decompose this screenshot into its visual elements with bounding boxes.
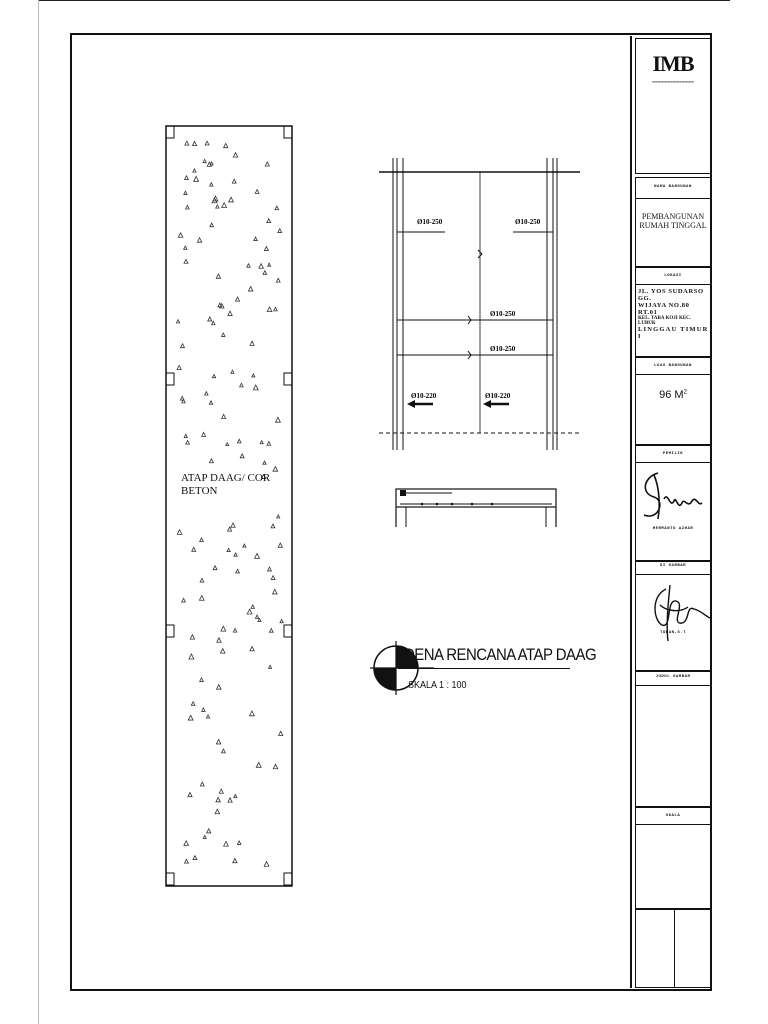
sheet-number-cell <box>635 909 711 988</box>
skala-cell <box>635 807 711 909</box>
hatch-mark <box>203 835 206 838</box>
hatch-mark <box>269 628 273 632</box>
hatch-mark <box>252 374 255 377</box>
hatch-mark <box>180 396 184 400</box>
column-marker <box>284 873 292 885</box>
hatch-mark <box>200 678 204 682</box>
rebar-mid-1: Ø10-250 <box>490 310 516 318</box>
hatch-mark <box>237 439 241 443</box>
hatch-mark <box>185 176 189 180</box>
nama-bangunan-cell <box>635 177 711 267</box>
drawing-title-underline <box>398 668 570 669</box>
hatch-mark <box>267 307 272 312</box>
hatch-mark <box>249 711 254 716</box>
hatch-mark <box>177 365 181 369</box>
hatch-mark <box>251 605 255 609</box>
hatch-mark <box>227 548 230 551</box>
hatch-mark <box>253 385 258 390</box>
hatch-mark <box>255 615 258 618</box>
nama-bangunan-line2: RUMAH TINGGAL <box>639 221 707 230</box>
hatch-mark <box>213 566 217 570</box>
hatch-mark <box>258 618 261 621</box>
hatch-mark <box>212 374 215 377</box>
hatch-mark <box>231 370 234 373</box>
hatch-mark <box>192 547 196 551</box>
lokasi-cell <box>635 267 711 357</box>
hatch-mark <box>240 454 244 458</box>
hatch-mark <box>273 589 278 594</box>
hatch-mark <box>280 619 283 622</box>
hatch-mark <box>234 553 237 556</box>
hatch-mark <box>232 179 236 183</box>
hatch-mark <box>277 515 280 518</box>
hatch-mark <box>228 798 232 802</box>
hatch-mark <box>228 527 232 531</box>
hatch-mark <box>219 789 223 793</box>
roof-slab-plan <box>165 125 293 887</box>
hatch-mark <box>202 432 206 436</box>
hatch-mark <box>267 442 271 446</box>
rebar-top-left: Ø10-250 <box>417 218 443 226</box>
column-marker <box>166 373 174 385</box>
hatch-mark <box>206 715 209 718</box>
hatch-mark <box>197 238 201 242</box>
hatch-mark <box>269 665 272 668</box>
hatch-mark <box>231 523 235 527</box>
hatch-mark <box>189 654 194 659</box>
hatch-mark <box>229 197 234 202</box>
hatch-mark <box>209 459 213 463</box>
hatch-mark <box>222 203 227 208</box>
rebar-bot-left: Ø10-220 <box>411 392 437 400</box>
hatch-mark <box>254 237 258 241</box>
hatch-mark <box>250 341 254 345</box>
hatch-mark <box>235 297 239 301</box>
hatch-mark <box>184 259 188 263</box>
hatch-mark <box>265 162 269 166</box>
hatch-mark <box>216 685 221 690</box>
column-marker <box>284 625 292 637</box>
sheet-number-divider <box>674 910 675 987</box>
hatch-mark <box>221 626 226 631</box>
column-marker <box>166 625 174 637</box>
luas-cell <box>635 357 711 445</box>
hatch-mark <box>202 708 206 712</box>
hatch-mark <box>186 205 190 209</box>
hatch-mark <box>200 782 204 786</box>
hatch-mark <box>222 749 226 753</box>
hatch-mark <box>240 383 244 387</box>
hatch-mark <box>178 233 182 237</box>
hatch-mark <box>271 576 275 580</box>
hatch-mark <box>226 443 229 446</box>
hatch-mark <box>193 856 197 860</box>
hatch-mark <box>215 809 220 814</box>
pemilik-name: HERMANTO AZHAR <box>652 527 694 531</box>
lokasi-line3: KEL. TABA KOJI KEC. LUBUK <box>638 316 692 326</box>
hatch-mark <box>276 278 280 282</box>
hatch-mark <box>259 264 264 269</box>
luas-value: 96 M <box>659 389 684 401</box>
hatch-mark <box>233 153 238 158</box>
hatch-mark <box>250 647 254 651</box>
hatch-mark <box>220 649 225 654</box>
hatch-mark <box>205 141 209 145</box>
hatch-mark <box>255 554 260 559</box>
sheet-left-edge <box>38 0 39 1024</box>
hatch-mark <box>188 715 193 720</box>
hatch-mark <box>271 524 275 528</box>
hatch-mark <box>275 417 280 422</box>
hatch-mark <box>273 764 277 768</box>
hatch-mark <box>193 169 196 172</box>
hatch-mark <box>256 762 261 767</box>
hatch-mark <box>199 595 204 600</box>
hatch-mark <box>247 264 250 267</box>
hatch-mark <box>212 321 215 324</box>
hatch-mark <box>248 287 252 291</box>
hatch-mark <box>192 141 196 145</box>
judul-cell <box>635 671 711 807</box>
hatch-mark <box>222 414 226 418</box>
hatch-mark <box>278 543 282 547</box>
hatch-mark <box>236 569 240 573</box>
hatch-mark <box>216 739 220 743</box>
hatch-mark <box>184 191 187 194</box>
column-marker <box>166 126 174 138</box>
hatch-mark <box>224 841 229 846</box>
column-marker <box>166 873 174 885</box>
hatch-mark <box>234 794 237 797</box>
hatch-mark <box>210 223 214 227</box>
hatch-mark <box>228 311 232 315</box>
hatch-mark <box>243 544 246 547</box>
concrete-hatch <box>176 141 283 866</box>
hatch-mark <box>275 206 279 210</box>
hatch-mark <box>207 829 211 833</box>
rebar-bot-right: Ø10-220 <box>485 392 511 400</box>
hatch-mark <box>185 141 189 145</box>
hatch-mark <box>263 461 266 464</box>
hatch-mark <box>264 247 268 251</box>
drawing-title: DENA RENCANA ATAP DAAG <box>404 645 597 664</box>
pemilik-cell <box>635 445 711 561</box>
hatch-mark <box>176 320 179 323</box>
roof-material-line2: BETON <box>181 485 218 497</box>
hatch-mark <box>184 841 189 846</box>
skala-label: SKALA <box>665 814 681 818</box>
hatch-mark <box>267 567 271 571</box>
hatch-mark <box>278 229 282 233</box>
logo: IMB <box>652 51 694 76</box>
lokasi-line2: WIJAYA NO.80 RT.01 <box>638 302 690 316</box>
hatch-mark <box>233 858 237 862</box>
hatch-mark <box>260 441 263 444</box>
hatch-mark <box>188 792 192 796</box>
lokasi-line4: LINGGAU TIMUR I <box>638 326 709 340</box>
hatch-mark <box>216 797 220 801</box>
column-marker <box>284 373 292 385</box>
hatch-mark <box>184 246 187 249</box>
nama-bangunan-label: NAMA BANGUNAN <box>654 185 692 189</box>
hatch-mark <box>184 434 187 437</box>
hatch-mark <box>203 159 206 162</box>
digambar-name: TOPAN,S.T <box>660 631 687 635</box>
roof-material-label <box>181 472 270 498</box>
hatch-mark <box>210 162 213 165</box>
rebar-mid-2: Ø10-250 <box>490 345 516 353</box>
digambar-cell <box>635 561 711 671</box>
drawing-scale: SKALA 1 : 100 <box>408 680 467 691</box>
hatch-mark <box>255 190 259 194</box>
hatch-mark <box>237 841 241 845</box>
logo-cell <box>635 38 711 174</box>
hatch-mark <box>186 440 190 444</box>
hatch-mark <box>182 598 186 602</box>
hatch-mark <box>200 578 204 582</box>
logo-sub: """""""""""""" <box>651 81 694 87</box>
lokasi-label: LOKASI <box>664 274 682 278</box>
slab-section <box>392 485 564 531</box>
nama-bangunan-line1: PEMBANGUNAN <box>641 212 705 221</box>
title-block <box>630 36 714 988</box>
pemilik-label: PEMILIK <box>662 452 684 456</box>
hatch-mark <box>216 274 220 278</box>
hatch-mark <box>263 271 267 275</box>
hatch-mark <box>190 635 194 639</box>
hatch-mark <box>273 466 278 471</box>
hatch-mark <box>247 609 252 614</box>
hatch-mark <box>210 183 214 187</box>
luas-label: LUAS BANGUNAN <box>654 364 692 368</box>
hatch-mark <box>233 629 237 633</box>
roof-material-line1: ATAP DAAG/ COR <box>181 472 271 484</box>
hatch-mark <box>268 263 271 266</box>
column-marker <box>284 126 292 138</box>
hatch-mark <box>205 392 208 395</box>
hatch-mark <box>208 317 212 321</box>
hatch-mark <box>209 401 212 404</box>
roof-slab-plan-drawing <box>165 125 293 887</box>
hatch-mark <box>217 638 221 642</box>
hatch-mark <box>216 205 219 208</box>
sheet-top-edge <box>38 0 730 1</box>
hatch-mark <box>264 862 269 867</box>
luas-value-wrap <box>636 389 710 401</box>
hatch-mark <box>267 219 271 223</box>
hatch-mark <box>274 307 278 311</box>
lokasi-line1: JL. YOS SUDARSO GG. <box>638 288 704 302</box>
judul-label: JUDUL GAMBAR <box>655 675 691 679</box>
reinforcement-detail <box>375 150 585 450</box>
rebar-top-right: Ø10-250 <box>515 218 541 226</box>
hatch-mark <box>194 176 199 181</box>
hatch-mark <box>177 530 182 535</box>
hatch-mark <box>279 731 283 735</box>
hatch-mark <box>191 702 195 706</box>
luas-sup: 2 <box>683 389 687 396</box>
hatch-mark <box>200 538 204 542</box>
hatch-mark <box>181 344 185 348</box>
hatch-mark <box>222 333 225 336</box>
hatch-mark <box>184 859 188 863</box>
hatch-mark <box>224 143 228 147</box>
pemilik-signature-icon <box>636 463 710 529</box>
digambar-label: DI GAMBAR <box>659 564 687 568</box>
